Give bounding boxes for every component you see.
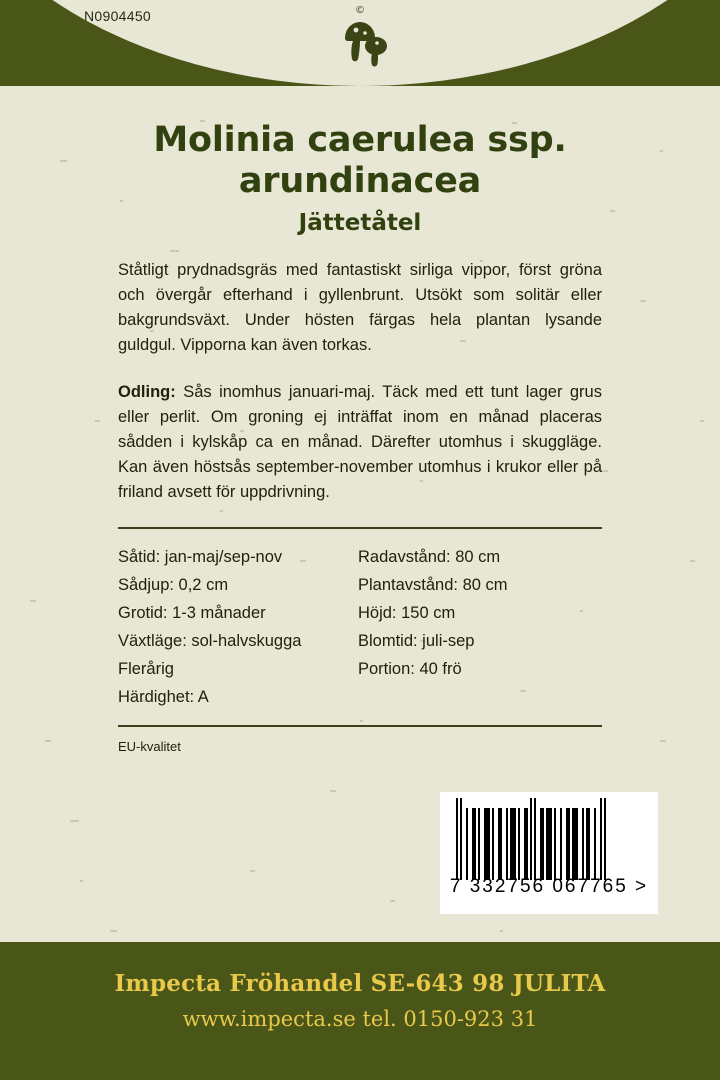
fact-row: Såtid: jan-maj/sep-nov <box>118 548 283 566</box>
divider-bottom <box>118 725 602 727</box>
impecta-logo <box>325 6 395 72</box>
facts-column-right <box>358 543 602 711</box>
packet-content <box>0 120 720 754</box>
mushroom-icon <box>325 16 395 68</box>
fact-row: Flerårig <box>118 660 174 678</box>
fact-row: Sådjup: 0,2 cm <box>118 576 229 594</box>
cultivation-text: Sås inomhus januari-maj. Täck med ett tunt lager grus eller perlit. Om groning ej inträffat inom en månad placeras sådden i kylskåp ca en månad. Därefter utomhus i skuggläge. Kan även höstsås september-november utomhus i krukor eller på friland avsett för uppdrivning. <box>118 383 602 501</box>
quality-label: EU-kvalitet <box>118 739 181 754</box>
fact-row: Härdighet: A <box>118 688 209 706</box>
fact-row: Portion: 40 frö <box>358 660 462 678</box>
fact-row: Grotid: 1-3 månader <box>118 604 266 622</box>
facts-table <box>118 543 602 711</box>
barcode-bars <box>456 798 650 880</box>
copyright-icon: © <box>355 5 365 16</box>
footer-band <box>0 942 720 1080</box>
cultivation-label: Odling: <box>118 383 176 401</box>
facts-column-left <box>118 543 358 711</box>
cultivation-paragraph <box>118 380 602 505</box>
description-text: Ståtligt prydnadsgräs med fantastiskt sirliga vippor, först gröna och övergår efterhand i gyllenbrunt. Utsökt som solitär eller bakgrundsväxt. Under hösten färgas hela plantan lysande guldgul. Vipporna kan även torkas. <box>118 261 602 354</box>
fact-row: Plantavstånd: 80 cm <box>358 576 508 594</box>
article-code: N0904450 <box>84 8 152 24</box>
page-title: Molinia caerulea ssp. arundinacea <box>153 120 567 201</box>
fact-row: Växtläge: sol-halvskugga <box>118 632 302 650</box>
footer-contact: www.impecta.se tel. 0150-923 31 <box>182 1007 538 1031</box>
barcode-digits: 7 332756 067765 > <box>449 876 649 897</box>
fact-row: Radavstånd: 80 cm <box>358 548 501 566</box>
fact-row: Blomtid: juli-sep <box>358 632 475 650</box>
footer-company: Impecta Fröhandel SE-643 98 JULITA <box>114 970 606 997</box>
divider-top <box>118 527 602 529</box>
common-name: Jättetåtel <box>298 210 422 236</box>
fact-row: Höjd: 150 cm <box>358 604 456 622</box>
